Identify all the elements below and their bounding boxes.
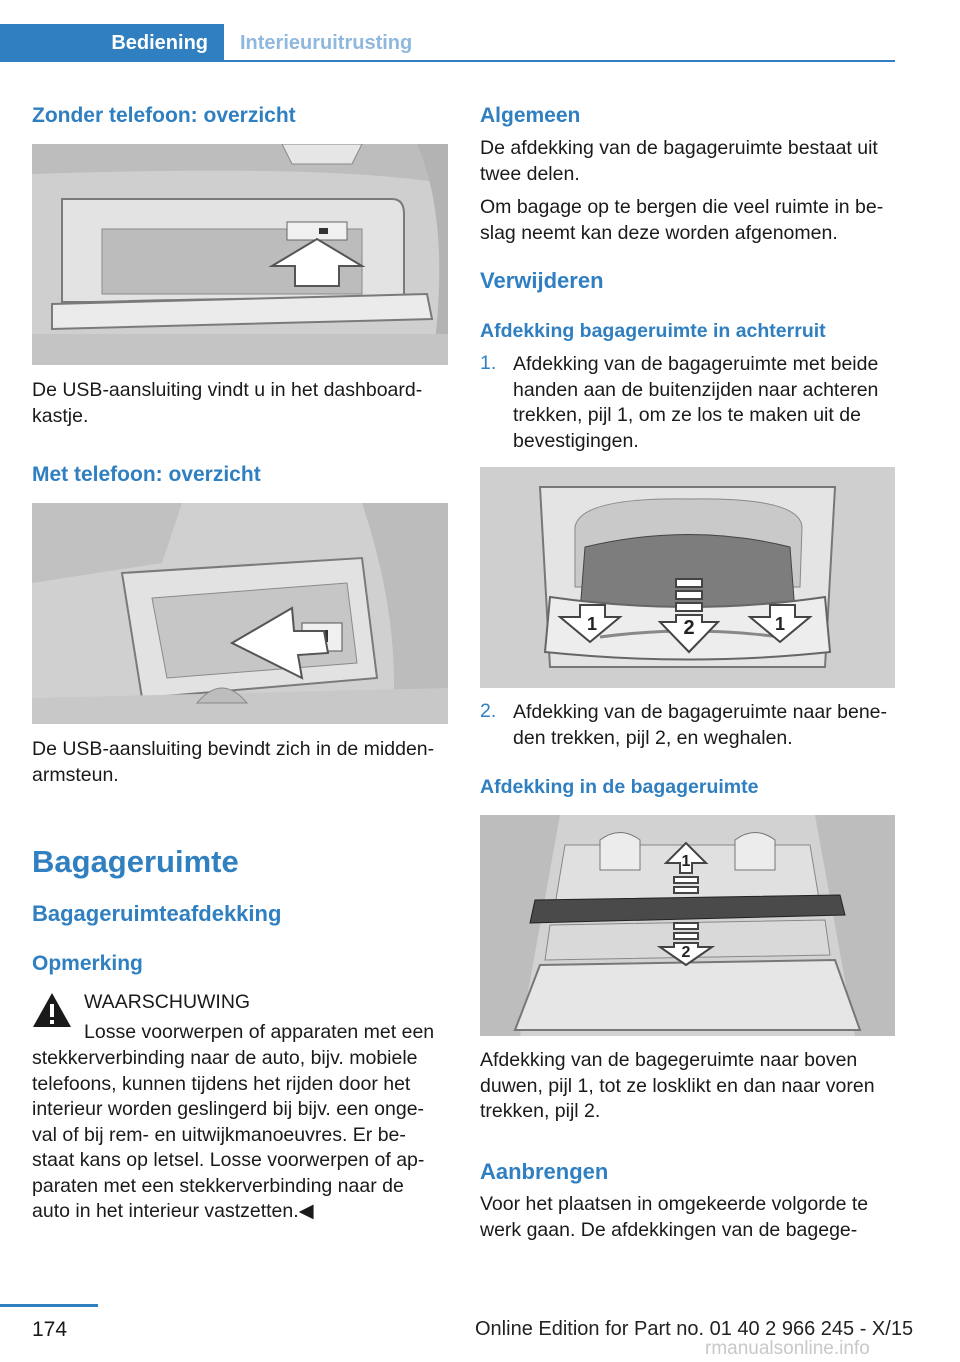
step-1-number: 1. — [480, 352, 497, 374]
warning-title: WAARSCHUWING — [84, 991, 251, 1013]
watermark: rmanualsonline.info — [705, 1338, 870, 1359]
step-2-text: Afdekking van de bagageruimte naar bene- den trekken, pijl 2, en weghalen. — [513, 701, 888, 749]
paragraph-algemeen-1: De afdekking van de bagageruimte bestaat uit twee delen. — [480, 137, 878, 185]
footer-accent-line — [0, 1304, 98, 1307]
paragraph-algemeen-2: Om bagage op te bergen die veel ruimte in be- slag neemt kan deze worden afgenomen. — [480, 196, 884, 244]
warning-text: stekkerverbinding naar de auto, bijv. mobiele telefoons, kunnen tijdens het rijden door het interieur worden geslingerd bij bijv. een onge- val of bij rem- en uitwijkmanoeuvres. Er be- staat kans op letsel. Losse voorwerpen of ap- paraten met een stekkerverbinding naar de auto in het interieur vastzetten.◀ — [32, 1047, 425, 1222]
figure-glovebox-usb — [32, 144, 448, 365]
warning-icon — [32, 992, 72, 1028]
heading-verwijderen: Verwijderen — [480, 268, 604, 293]
heading-bagageruimte-afdekking: Afdekking in de bagageruimte — [480, 776, 759, 798]
heading-met-telefoon: Met telefoon: overzicht — [32, 463, 261, 486]
step-2-number: 2. — [480, 700, 497, 722]
fig3-label-right: 1 — [774, 614, 786, 634]
subsection-title-afdekking: Bagageruimteafdekking — [32, 901, 282, 926]
header-tabs — [0, 0, 895, 62]
fig3-label-left: 1 — [586, 614, 598, 634]
figure-cargo-cover — [480, 815, 895, 1036]
figure-rear-window-cover — [480, 467, 895, 688]
heading-aanbrengen: Aanbrengen — [480, 1159, 609, 1184]
caption-glovebox: De USB-aansluiting vindt u in het dashboard- kastje. — [32, 379, 423, 427]
heading-achterruit: Afdekking bagageruimte in achterruit — [480, 320, 826, 342]
caption-cargo-cover: Afdekking van de bagegeruimte naar boven duwen, pijl 1, tot ze losklikt en dan naar voren trekken, pijl 2. — [480, 1049, 875, 1122]
fig4-label-up: 1 — [681, 853, 691, 870]
step-1-text: Afdekking van de bagageruimte met beide handen aan de buitenzijden naar achteren trekken, pijl 1, om ze los te maken uit de bevestigingen. — [513, 353, 879, 452]
heading-zonder-telefoon: Zonder telefoon: overzicht — [32, 104, 296, 127]
tab-bediening[interactable]: Bediening — [0, 24, 224, 62]
figure-armrest-usb — [32, 503, 448, 724]
fig3-label-center: 2 — [683, 617, 695, 639]
heading-algemeen: Algemeen — [480, 104, 581, 127]
warning-text-first-line: Losse voorwerpen of apparaten met een — [84, 1021, 435, 1043]
page-number: 174 — [32, 1318, 68, 1341]
paragraph-aanbrengen: Voor het plaatsen in omgekeerde volgorde te werk gaan. De afdekkingen van de bagege- — [480, 1193, 869, 1241]
caption-armrest: De USB-aansluiting bevindt zich in de midden- armsteun. — [32, 738, 435, 786]
section-title-bagageruimte: Bagageruimte — [32, 844, 239, 879]
heading-opmerking: Opmerking — [32, 952, 143, 975]
fig4-label-down: 2 — [681, 944, 691, 961]
edition-info: Online Edition for Part no. 01 40 2 966 245 - X/15 — [475, 1318, 914, 1340]
header-divider — [0, 60, 895, 62]
tab-interieuruitrusting[interactable]: Interieuruitrusting — [240, 31, 413, 54]
